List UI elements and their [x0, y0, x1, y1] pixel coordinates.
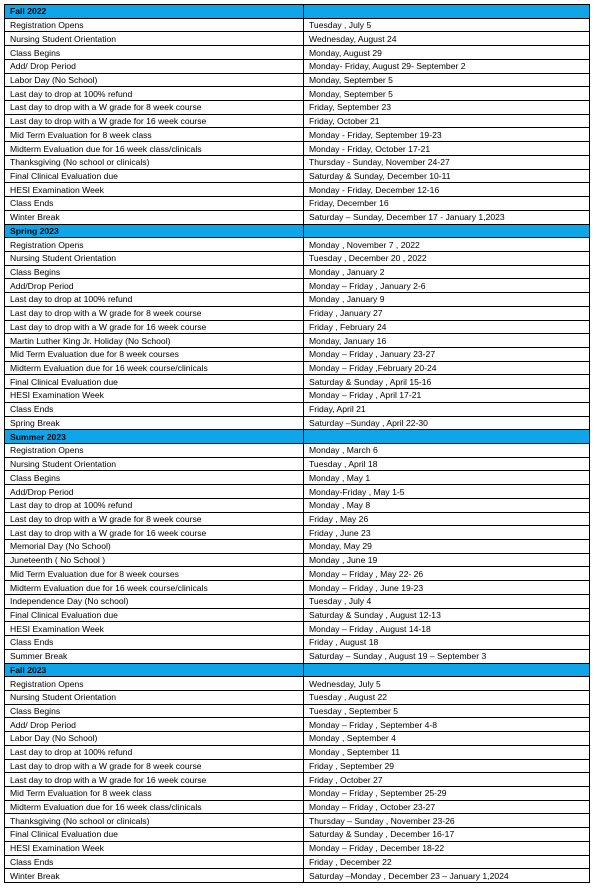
event-date: Monday, January 16 — [304, 334, 590, 348]
event-date: Saturday – Sunday , August 19 – September 3 — [304, 649, 590, 663]
event-name: Registration Opens — [5, 677, 304, 691]
event-name: Class Begins — [5, 471, 304, 485]
event-date: Friday , June 23 — [304, 526, 590, 540]
calendar-row — [5, 704, 590, 718]
event-name: Nursing Student Orientation — [5, 251, 304, 265]
event-date: Monday , September 11 — [304, 745, 590, 759]
event-name: Add/ Drop Period — [5, 59, 304, 73]
section-header-row — [5, 224, 590, 238]
calendar-row — [5, 238, 590, 252]
section-header-empty-cell — [304, 5, 590, 19]
event-date: Tuesday , July 4 — [304, 594, 590, 608]
event-date: Friday , February 24 — [304, 320, 590, 334]
event-date: Saturday & Sunday , April 15-16 — [304, 375, 590, 389]
event-name: HESI Examination Week — [5, 622, 304, 636]
calendar-row — [5, 773, 590, 787]
event-name: Summer Break — [5, 649, 304, 663]
event-name: Last day to drop at 100% refund — [5, 498, 304, 512]
event-date: Monday , May 8 — [304, 498, 590, 512]
event-date: Wednesday, August 24 — [304, 32, 590, 46]
calendar-row — [5, 622, 590, 636]
calendar-row — [5, 690, 590, 704]
event-date: Monday- Friday, August 29- September 2 — [304, 59, 590, 73]
calendar-row — [5, 265, 590, 279]
calendar-row — [5, 718, 590, 732]
event-name: Nursing Student Orientation — [5, 690, 304, 704]
event-date: Tuesday , December 20 , 2022 — [304, 251, 590, 265]
event-date: Friday, October 21 — [304, 114, 590, 128]
event-date: Monday – Friday , January 23-27 — [304, 347, 590, 361]
calendar-row — [5, 800, 590, 814]
section-title: Summer 2023 — [5, 430, 304, 444]
event-date: Friday, December 16 — [304, 197, 590, 211]
event-date: Monday , June 19 — [304, 553, 590, 567]
calendar-row — [5, 786, 590, 800]
calendar-row — [5, 677, 590, 691]
event-date: Thursday - Sunday, November 24-27 — [304, 155, 590, 169]
calendar-row — [5, 526, 590, 540]
calendar-row — [5, 347, 590, 361]
event-name: HESI Examination Week — [5, 183, 304, 197]
calendar-row — [5, 18, 590, 32]
calendar-row — [5, 361, 590, 375]
section-header-empty-cell — [304, 224, 590, 238]
event-date: Monday – Friday , June 19-23 — [304, 581, 590, 595]
calendar-row — [5, 841, 590, 855]
event-name: HESI Examination Week — [5, 841, 304, 855]
event-date: Saturday & Sunday , December 16-17 — [304, 828, 590, 842]
event-name: Last day to drop at 100% refund — [5, 293, 304, 307]
calendar-row — [5, 594, 590, 608]
event-date: Friday , January 27 — [304, 306, 590, 320]
event-date: Tuesday , April 18 — [304, 457, 590, 471]
event-date: Monday – Friday , January 2-6 — [304, 279, 590, 293]
calendar-row — [5, 87, 590, 101]
calendar-row — [5, 567, 590, 581]
calendar-row — [5, 745, 590, 759]
event-name: Add/ Drop Period — [5, 718, 304, 732]
event-name: Last day to drop with a W grade for 8 week course — [5, 512, 304, 526]
event-name: Class Begins — [5, 46, 304, 60]
event-name: Martin Luther King Jr. Holiday (No School) — [5, 334, 304, 348]
event-date: Saturday & Sunday, December 10-11 — [304, 169, 590, 183]
calendar-row — [5, 279, 590, 293]
event-date: Monday – Friday , September 4-8 — [304, 718, 590, 732]
calendar-row — [5, 814, 590, 828]
event-name: Last day to drop with a W grade for 16 week course — [5, 526, 304, 540]
event-date: Friday , October 27 — [304, 773, 590, 787]
event-date: Monday – Friday , September 25-29 — [304, 786, 590, 800]
event-name: Last day to drop with a W grade for 8 week course — [5, 759, 304, 773]
calendar-row — [5, 649, 590, 663]
calendar-row — [5, 101, 590, 115]
event-name: Add/Drop Period — [5, 485, 304, 499]
event-date: Saturday & Sunday , August 12-13 — [304, 608, 590, 622]
section-header-empty-cell — [304, 663, 590, 677]
calendar-body — [5, 5, 590, 883]
calendar-row — [5, 444, 590, 458]
calendar-row — [5, 73, 590, 87]
event-date: Monday , September 4 — [304, 732, 590, 746]
event-date: Monday , November 7 , 2022 — [304, 238, 590, 252]
section-header-row — [5, 5, 590, 19]
event-name: Thanksgiving (No school or clinicals) — [5, 155, 304, 169]
event-name: Nursing Student Orientation — [5, 32, 304, 46]
calendar-row — [5, 402, 590, 416]
event-date: Monday-Friday , May 1-5 — [304, 485, 590, 499]
calendar-row — [5, 183, 590, 197]
event-name: Final Clinical Evaluation due — [5, 608, 304, 622]
event-name: Labor Day (No School) — [5, 73, 304, 87]
event-name: Thanksgiving (No school or clinicals) — [5, 814, 304, 828]
event-name: Class Begins — [5, 265, 304, 279]
event-date: Monday - Friday, December 12-16 — [304, 183, 590, 197]
calendar-row — [5, 416, 590, 430]
calendar-row — [5, 485, 590, 499]
event-name: Juneteenth ( No School ) — [5, 553, 304, 567]
calendar-row — [5, 540, 590, 554]
event-name: Class Ends — [5, 855, 304, 869]
event-date: Monday, September 5 — [304, 87, 590, 101]
calendar-row — [5, 169, 590, 183]
section-header-row — [5, 663, 590, 677]
event-date: Tuesday , September 5 — [304, 704, 590, 718]
event-name: Last day to drop with a W grade for 8 week course — [5, 101, 304, 115]
event-name: Final Clinical Evaluation due — [5, 169, 304, 183]
section-title: Spring 2023 — [5, 224, 304, 238]
event-name: Class Ends — [5, 636, 304, 650]
section-title: Fall 2022 — [5, 5, 304, 19]
calendar-row — [5, 512, 590, 526]
event-name: Last day to drop at 100% refund — [5, 745, 304, 759]
calendar-row — [5, 293, 590, 307]
event-date: Monday , March 6 — [304, 444, 590, 458]
event-name: Mid Term Evaluation for 8 week class — [5, 128, 304, 142]
event-name: HESI Examination Week — [5, 389, 304, 403]
event-name: Class Ends — [5, 197, 304, 211]
event-name: Class Begins — [5, 704, 304, 718]
event-name: Nursing Student Orientation — [5, 457, 304, 471]
calendar-row — [5, 59, 590, 73]
event-name: Last day to drop at 100% refund — [5, 87, 304, 101]
event-name: Midterm Evaluation due for 16 week class/clinicals — [5, 142, 304, 156]
event-name: Midterm Evaluation due for 16 week class/clinicals — [5, 800, 304, 814]
calendar-row — [5, 636, 590, 650]
event-date: Friday, September 23 — [304, 101, 590, 115]
event-name: Midterm Evaluation due for 16 week course/clinicals — [5, 581, 304, 595]
calendar-row — [5, 210, 590, 224]
event-date: Monday , January 9 — [304, 293, 590, 307]
event-name: Registration Opens — [5, 18, 304, 32]
event-date: Saturday –Sunday , April 22-30 — [304, 416, 590, 430]
section-title: Fall 2023 — [5, 663, 304, 677]
calendar-row — [5, 306, 590, 320]
event-name: Mid Term Evaluation due for 8 week courses — [5, 567, 304, 581]
event-date: Friday , September 29 — [304, 759, 590, 773]
calendar-row — [5, 581, 590, 595]
event-date: Friday, April 21 — [304, 402, 590, 416]
section-header-empty-cell — [304, 430, 590, 444]
event-date: Monday, May 29 — [304, 540, 590, 554]
event-date: Monday – Friday , October 23-27 — [304, 800, 590, 814]
event-name: Final Clinical Evaluation due — [5, 828, 304, 842]
event-name: Mid Term Evaluation for 8 week class — [5, 786, 304, 800]
event-name: Registration Opens — [5, 444, 304, 458]
event-name: Class Ends — [5, 402, 304, 416]
calendar-row — [5, 114, 590, 128]
calendar-row — [5, 553, 590, 567]
event-date: Monday , May 1 — [304, 471, 590, 485]
event-date: Monday – Friday , August 14-18 — [304, 622, 590, 636]
event-date: Monday - Friday, September 19-23 — [304, 128, 590, 142]
event-name: Spring Break — [5, 416, 304, 430]
event-date: Monday – Friday ,February 20-24 — [304, 361, 590, 375]
event-date: Wednesday, July 5 — [304, 677, 590, 691]
section-header-row — [5, 430, 590, 444]
calendar-row — [5, 142, 590, 156]
calendar-row — [5, 334, 590, 348]
event-name: Mid Term Evaluation due for 8 week courses — [5, 347, 304, 361]
calendar-row — [5, 759, 590, 773]
calendar-row — [5, 855, 590, 869]
event-name: Midterm Evaluation due for 16 week course/clinicals — [5, 361, 304, 375]
event-name: Final Clinical Evaluation due — [5, 375, 304, 389]
event-name: Last day to drop with a W grade for 8 week course — [5, 306, 304, 320]
event-date: Saturday –Monday , December 23 – January 1,2024 — [304, 869, 590, 883]
event-date: Monday, September 5 — [304, 73, 590, 87]
calendar-row — [5, 498, 590, 512]
calendar-row — [5, 389, 590, 403]
event-date: Monday – Friday , May 22- 26 — [304, 567, 590, 581]
calendar-row — [5, 869, 590, 883]
event-name: Registration Opens — [5, 238, 304, 252]
calendar-row — [5, 320, 590, 334]
calendar-row — [5, 197, 590, 211]
calendar-row — [5, 732, 590, 746]
event-date: Friday , December 22 — [304, 855, 590, 869]
calendar-row — [5, 155, 590, 169]
event-date: Monday, August 29 — [304, 46, 590, 60]
academic-calendar-table — [4, 4, 590, 883]
event-date: Thursday – Sunday , November 23-26 — [304, 814, 590, 828]
event-name: Memorial Day (No School) — [5, 540, 304, 554]
event-date: Monday , January 2 — [304, 265, 590, 279]
calendar-row — [5, 457, 590, 471]
event-date: Monday - Friday, October 17-21 — [304, 142, 590, 156]
calendar-row — [5, 375, 590, 389]
event-date: Friday , August 18 — [304, 636, 590, 650]
event-name: Last day to drop with a W grade for 16 week course — [5, 320, 304, 334]
event-date: Monday – Friday , April 17-21 — [304, 389, 590, 403]
event-name: Independence Day (No school) — [5, 594, 304, 608]
calendar-row — [5, 828, 590, 842]
calendar-row — [5, 32, 590, 46]
calendar-row — [5, 471, 590, 485]
calendar-row — [5, 128, 590, 142]
event-date: Tuesday , August 22 — [304, 690, 590, 704]
event-name: Last day to drop with a W grade for 16 week course — [5, 114, 304, 128]
event-name: Winter Break — [5, 869, 304, 883]
calendar-row — [5, 46, 590, 60]
event-date: Friday , May 26 — [304, 512, 590, 526]
event-name: Last day to drop with a W grade for 16 week course — [5, 773, 304, 787]
event-name: Add/Drop Period — [5, 279, 304, 293]
event-name: Winter Break — [5, 210, 304, 224]
event-date: Saturday – Sunday, December 17 - January 1,2023 — [304, 210, 590, 224]
event-name: Labor Day (No School) — [5, 732, 304, 746]
calendar-row — [5, 608, 590, 622]
event-date: Monday – Friday , December 18-22 — [304, 841, 590, 855]
event-date: Tuesday , July 5 — [304, 18, 590, 32]
calendar-row — [5, 251, 590, 265]
